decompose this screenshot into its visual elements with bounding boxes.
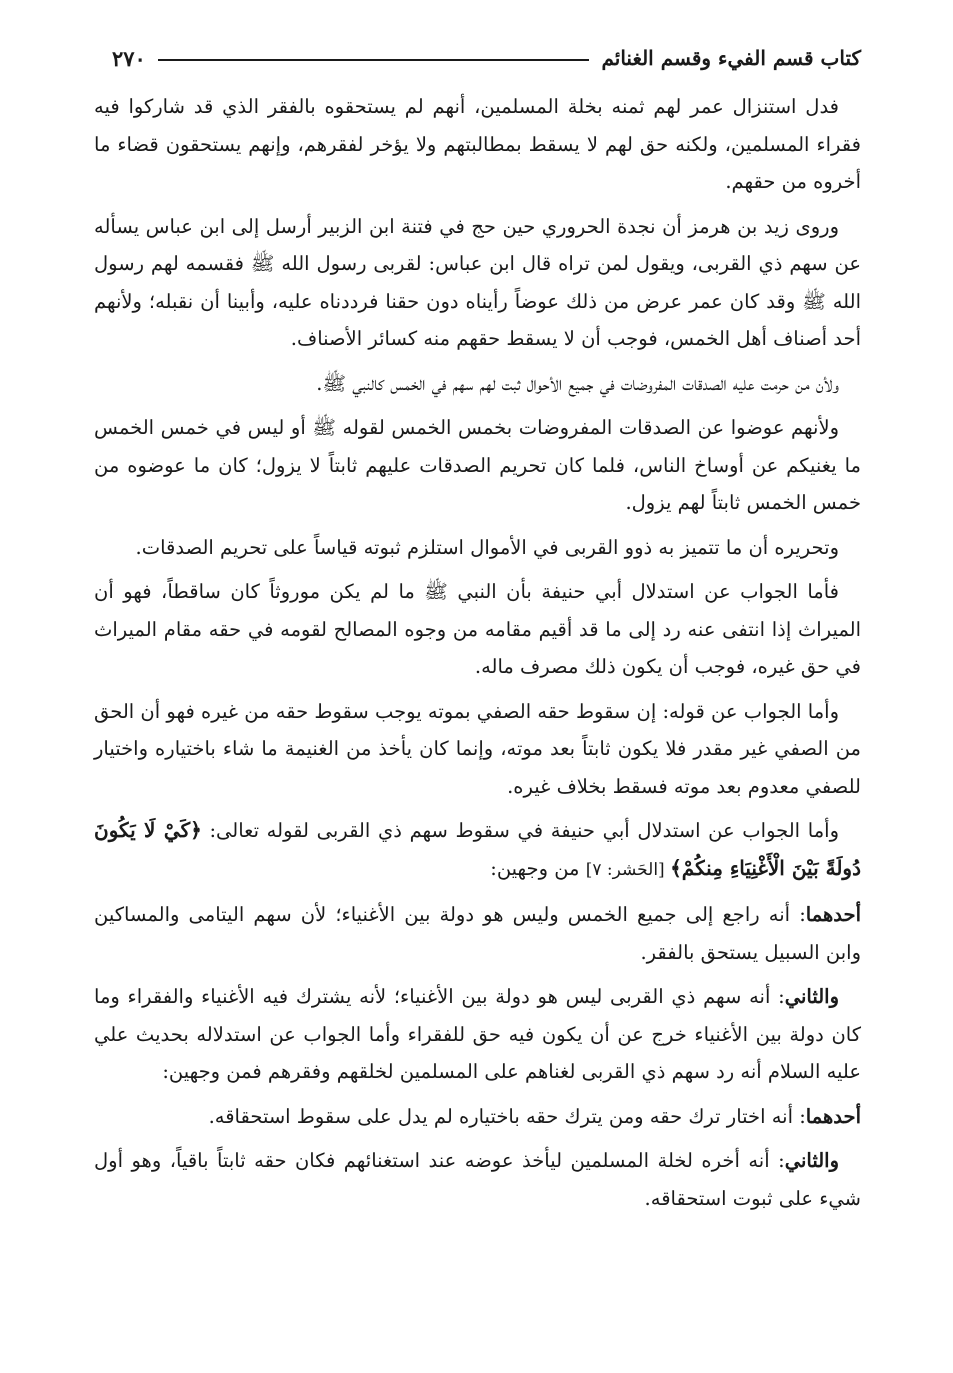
point-lead: أحدهما — [805, 1104, 861, 1128]
point-text: : أنه راجع إلى جميع الخمس وليس هو دولة بين الأغنياء؛ لأن سهم اليتامى والمساكين وابن السبيل يستحق بالفقر. — [94, 903, 861, 964]
paragraph: وتحريره أن ما تتميز به ذوو القربى في الأموال استلزم ثبوته قياساً على تحريم الصدقات. — [135, 535, 839, 559]
paragraph: فدل استنزال عمر لهم ثمنه بخلة المسلمين، أنهم لم يستحقوه بالفقر الذي قد شاركوا فيه فقراء المسلمين، ولكنه حق لهم لا يسقط بمطالبتهم ولا يؤخر لفقرهم، وإنهم يستحقون قضاء ما أخروه من حقهم. — [94, 95, 861, 193]
verse-citation: [الحَشر: ٧] — [585, 859, 671, 880]
paragraph: ولأنهم عوضوا عن الصدقات المفروضات بخمس الخمس لقوله ﷺ أو ليس في خمس الخمس ما يغنيكم عن أوساخ الناس، فلما كان تحريم الصدقات عليهم ثابتاً لا يزول؛ كان ما عوضوه من خمس الخمس ثابتاً لهم يزول. — [94, 416, 861, 514]
paragraph: وأما الجواب عن قوله: إن سقوط حقه الصفي بموته يوجب سقوط حقه من غيره فهو أن الحق من الصفي غير مقدر فلا يكون ثابتاً بعد موته، وإنما كان يأخذ من الغنيمة ما شاء باختياره واختيار للصفي معدوم بعد موته فسقط بخلاف غيره. — [94, 699, 861, 798]
page-number: ٢٧٠ — [112, 45, 146, 71]
paragraph: وروى زيد بن هرمز أن نجدة الحروري حين حج في فتنة ابن الزبير أرسل إلى ابن عباس يسأله عن سهم ذي القربى، ويقول لمن تراه قال ابن عباس: لقربى رسول الله ﷺ فقسمه لهم رسول الله ﷺ وقد كان عمر عرض من ذلك عوضاً رأيناه دون حقنا فرددناه عليه، وأبينا أن نقبله؛ ولأنهم أحد أصناف أهل الخمس، فوجب أن لا يسقط حقهم منه كسائر الأصناف. — [94, 214, 861, 350]
point-text: : أنه أخره لخلة المسلمين ليأخذ عوضه عند استغنائهم فكان حقه ثابتاً باقياً، وهو أول شيء على ثبوت استحقاقه. — [94, 1149, 861, 1210]
quran-verse: ﴿كَيْ لَا يَكُونَ دُولَةً بَيْنَ الْأَغْنِيَاءِ مِنكُمْ﴾ — [94, 818, 861, 880]
point-first — [94, 896, 861, 971]
running-head — [94, 38, 861, 78]
point-lead: أحدهما — [805, 903, 861, 926]
paragraph: فأما الجواب عن استدلال أبي حنيفة بأن النبي ﷺ ما لم يكن موروثاً كان ساقطاً، فهو أن الميراث إذا انتفى عنه رد إلى ما قد أقيم مقامه من وجوه المصالح لقومه في حقه مقام الميراث في حق غيره، فوجب أن يكون ذلك مصرف ماله. — [94, 580, 861, 678]
point-second — [94, 1142, 861, 1217]
verse-paragraph — [94, 812, 861, 889]
point-second — [94, 978, 861, 1091]
running-title: كتاب قسم الفيء وقسم الغنائم — [601, 46, 861, 70]
paragraph: ولأن من حرمت عليه الصدقات المفروضات في جميع الأحوال ثبت لهم سهم في الخمس كالنبي ﷺ. — [316, 371, 839, 395]
point-text: : أنه سهم ذي القربى ليس هو دولة بين الأغنياء؛ لأنه يشترك فيه الأغنياء والفقراء وما كان دولة بين الأغنياء خرج عن أن يكون فيه حق للفقراء وأما الجواب عن استدلاله بحديث علي عليه السلام أنه رد سهم ذي القربى لغناهم على المسلمين لخلقهم وفقرهم فمن وجهين: — [94, 985, 861, 1083]
body-text — [94, 88, 861, 1217]
header-rule — [158, 59, 590, 61]
verse-intro: وأما الجواب عن استدلال أبي حنيفة في سقوط سهم ذي القربى لقوله تعالى: — [201, 819, 839, 842]
verse-outro: من وجهين: — [490, 856, 586, 880]
point-first — [94, 1098, 861, 1136]
point-text: : أنه اختار ترك حقه ومن يترك حقه باختياره لم يدل على سقوط استحقاقه. — [208, 1104, 806, 1128]
point-lead: والثاني — [784, 985, 839, 1008]
point-lead: والثاني — [784, 1149, 839, 1172]
